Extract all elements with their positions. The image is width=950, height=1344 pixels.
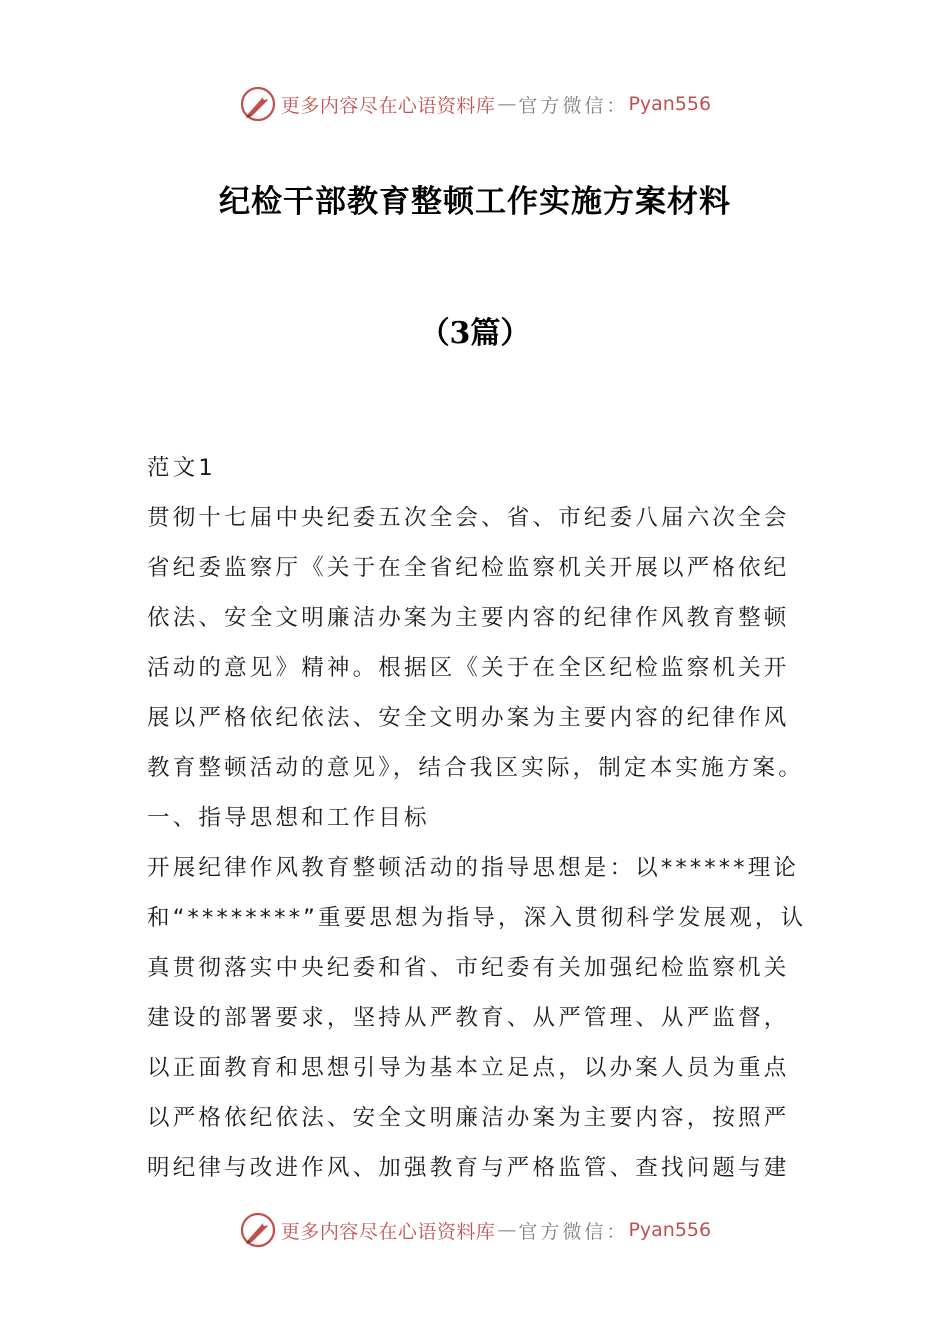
body-line: 展以严格依纪依法、安全文明办案为主要内容的纪律作风 (147, 705, 790, 731)
body-line: 以正面教育和思想引导为基本立足点，以办案人员为重点 (147, 1055, 790, 1081)
section-heading-sample-1: 范文1 (147, 455, 216, 481)
body-line: 明纪律与改进作风、加强教育与严格监管、查找问题与建 (147, 1155, 790, 1181)
body-line: 教育整顿活动的意见》，结合我区实际，制定本实施方案。 (147, 755, 804, 781)
watermark-wechat-label: 官方微信： (518, 1220, 629, 1243)
body-line: 建设的部署要求，坚持从严教育、从严管理、从严监督， (147, 1005, 790, 1031)
watermark-site-text: 更多内容尽在心语资料库 (280, 94, 496, 117)
document-title: 纪检干部教育整顿工作实施方案材料 (219, 184, 731, 220)
watermark-wechat-id: Pyan556 (628, 93, 712, 115)
body-line: 贯彻十七届中央纪委五次全会、省、市纪委八届六次全会 (147, 505, 790, 531)
body-line: 依法、安全文明廉洁办案为主要内容的纪律作风教育整顿 (147, 605, 790, 631)
pen-nib-logo-icon (239, 1211, 277, 1249)
body-line: 省纪委监察厅《关于在全省纪检监察机关开展以严格依纪 (147, 555, 790, 581)
body-line: 真贯彻落实中央纪委和省、市纪委有关加强纪检监察机关 (147, 955, 790, 981)
watermark-separator: — (497, 93, 517, 115)
watermark-wechat-label: 官方微信： (518, 94, 629, 117)
watermark-wechat-id: Pyan556 (628, 1219, 712, 1241)
watermark-separator: — (497, 1219, 517, 1241)
header-watermark (0, 84, 950, 124)
body-line: 活动的意见》精神。根据区《关于在全区纪检监察机关开 (147, 655, 790, 681)
watermark-site-text: 更多内容尽在心语资料库 (280, 1220, 496, 1243)
body-line: 开展纪律作风教育整顿活动的指导思想是：以******理论 (147, 855, 800, 881)
pen-nib-logo-icon (239, 85, 277, 123)
body-line: 以严格依纪依法、安全文明廉洁办案为主要内容，按照严 (147, 1105, 790, 1131)
document-subtitle: （3篇） (419, 316, 531, 351)
section-heading-guiding-ideology: 一、指导思想和工作目标 (147, 805, 430, 831)
footer-watermark (0, 1210, 950, 1250)
body-line: 和“********”重要思想为指导，深入贯彻科学发展观，认 (147, 905, 807, 931)
document-body (147, 449, 807, 1199)
